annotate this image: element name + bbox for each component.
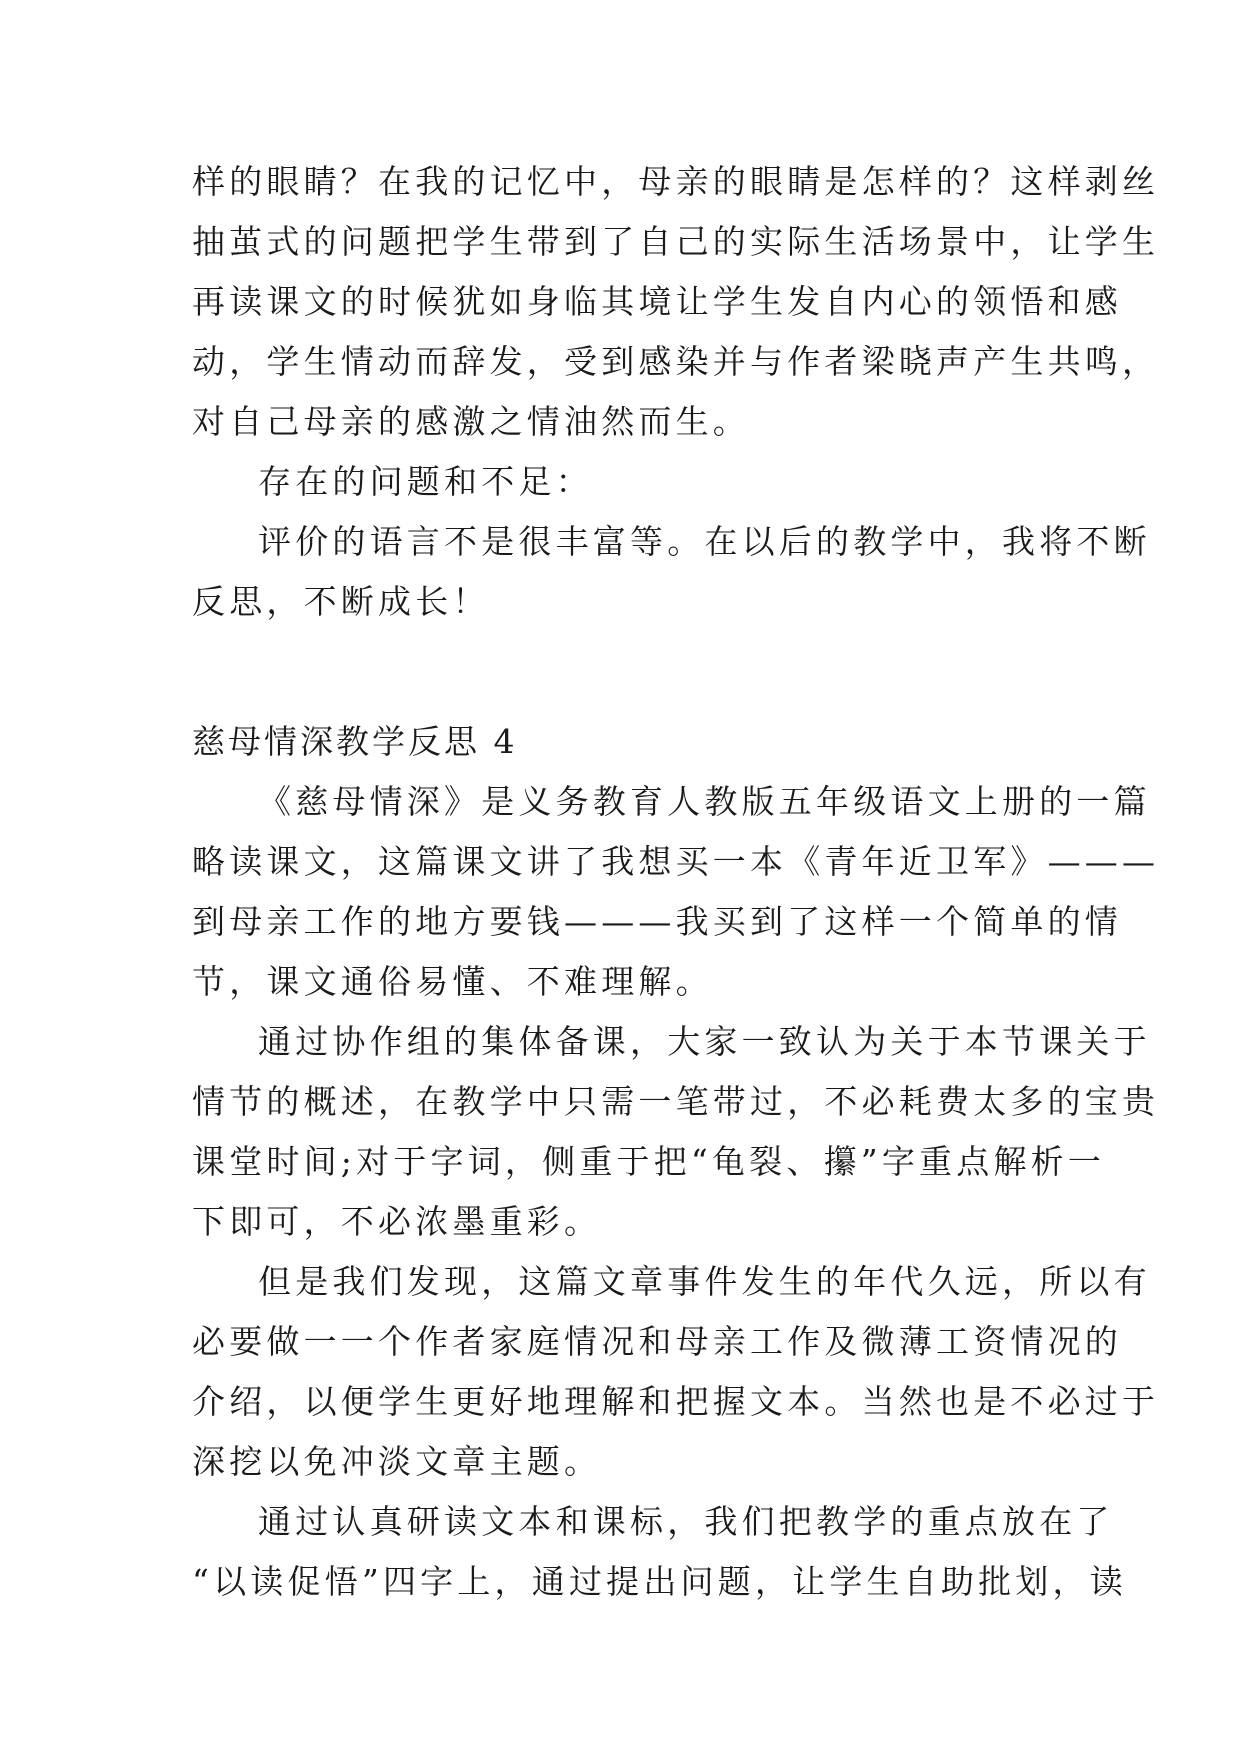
document-page (192, 152, 1160, 1612)
paragraph-5 (192, 1012, 1160, 1252)
section-heading: 慈母情深教学反思 4 (192, 722, 518, 761)
text-line: 抽茧式的问题把学生带到了自己的实际生活场景中，让学生 (192, 222, 1160, 261)
text-line: 存在的问题和不足： (258, 462, 593, 501)
text-line: 通过协作组的集体备课，大家一致认为关于本节课关于 (258, 1022, 1151, 1061)
text-line: 评价的语言不是很丰富等。在以后的教学中，我将不断 (258, 522, 1151, 561)
text-line: “以读促悟”四字上，通过提出问题，让学生自助批划，读 (192, 1562, 1127, 1601)
text-line: 到母亲工作的地方要钱———我买到了这样一个简单的情 (192, 902, 1122, 941)
text-line: 深挖以免冲淡文章主题。 (192, 1442, 602, 1481)
paragraph-4 (192, 772, 1160, 1012)
text-line: 节，课文通俗易懂、不难理解。 (192, 962, 713, 1001)
paragraph-1 (192, 152, 1160, 452)
text-line: 通过认真研读文本和课标，我们把教学的重点放在了 (258, 1502, 1114, 1541)
text-line: 略读课文，这篇课文讲了我想买一本《青年近卫军》——— (192, 842, 1160, 881)
text-line: 《慈母情深》是义务教育人教版五年级语文上册的一篇 (258, 782, 1151, 821)
text-line: 介绍，以便学生更好地理解和把握文本。当然也是不必过于 (192, 1382, 1160, 1421)
paragraph-7 (192, 1492, 1127, 1612)
text-line: 必要做一一个作者家庭情况和母亲工作及微薄工资情况的 (192, 1322, 1122, 1361)
paragraph-2 (192, 452, 1062, 512)
text-line: 反思，不断成长！ (192, 582, 490, 621)
paragraph-6 (192, 1252, 1160, 1492)
text-line: 动，学生情动而辞发，受到感染并与作者梁晓声产生共鸣， (192, 342, 1160, 381)
text-line: 课堂时间;对于字词，侧重于把“龟裂、攥”字重点解析一 (192, 1142, 1106, 1181)
paragraph-3 (192, 512, 1151, 632)
text-line: 但是我们发现，这篇文章事件发生的年代久远，所以有 (258, 1262, 1151, 1301)
text-line: 下即可，不必浓墨重彩。 (192, 1202, 602, 1241)
text-line: 再读课文的时候犹如身临其境让学生发自内心的领悟和感 (192, 282, 1122, 321)
text-line: 情节的概述，在教学中只需一笔带过，不必耗费太多的宝贵 (192, 1082, 1160, 1121)
text-line: 样的眼睛？在我的记忆中，母亲的眼睛是怎样的？这样剥丝 (192, 162, 1160, 201)
text-line: 对自己母亲的感激之情油然而生。 (192, 402, 750, 441)
section-gap (192, 632, 1062, 712)
